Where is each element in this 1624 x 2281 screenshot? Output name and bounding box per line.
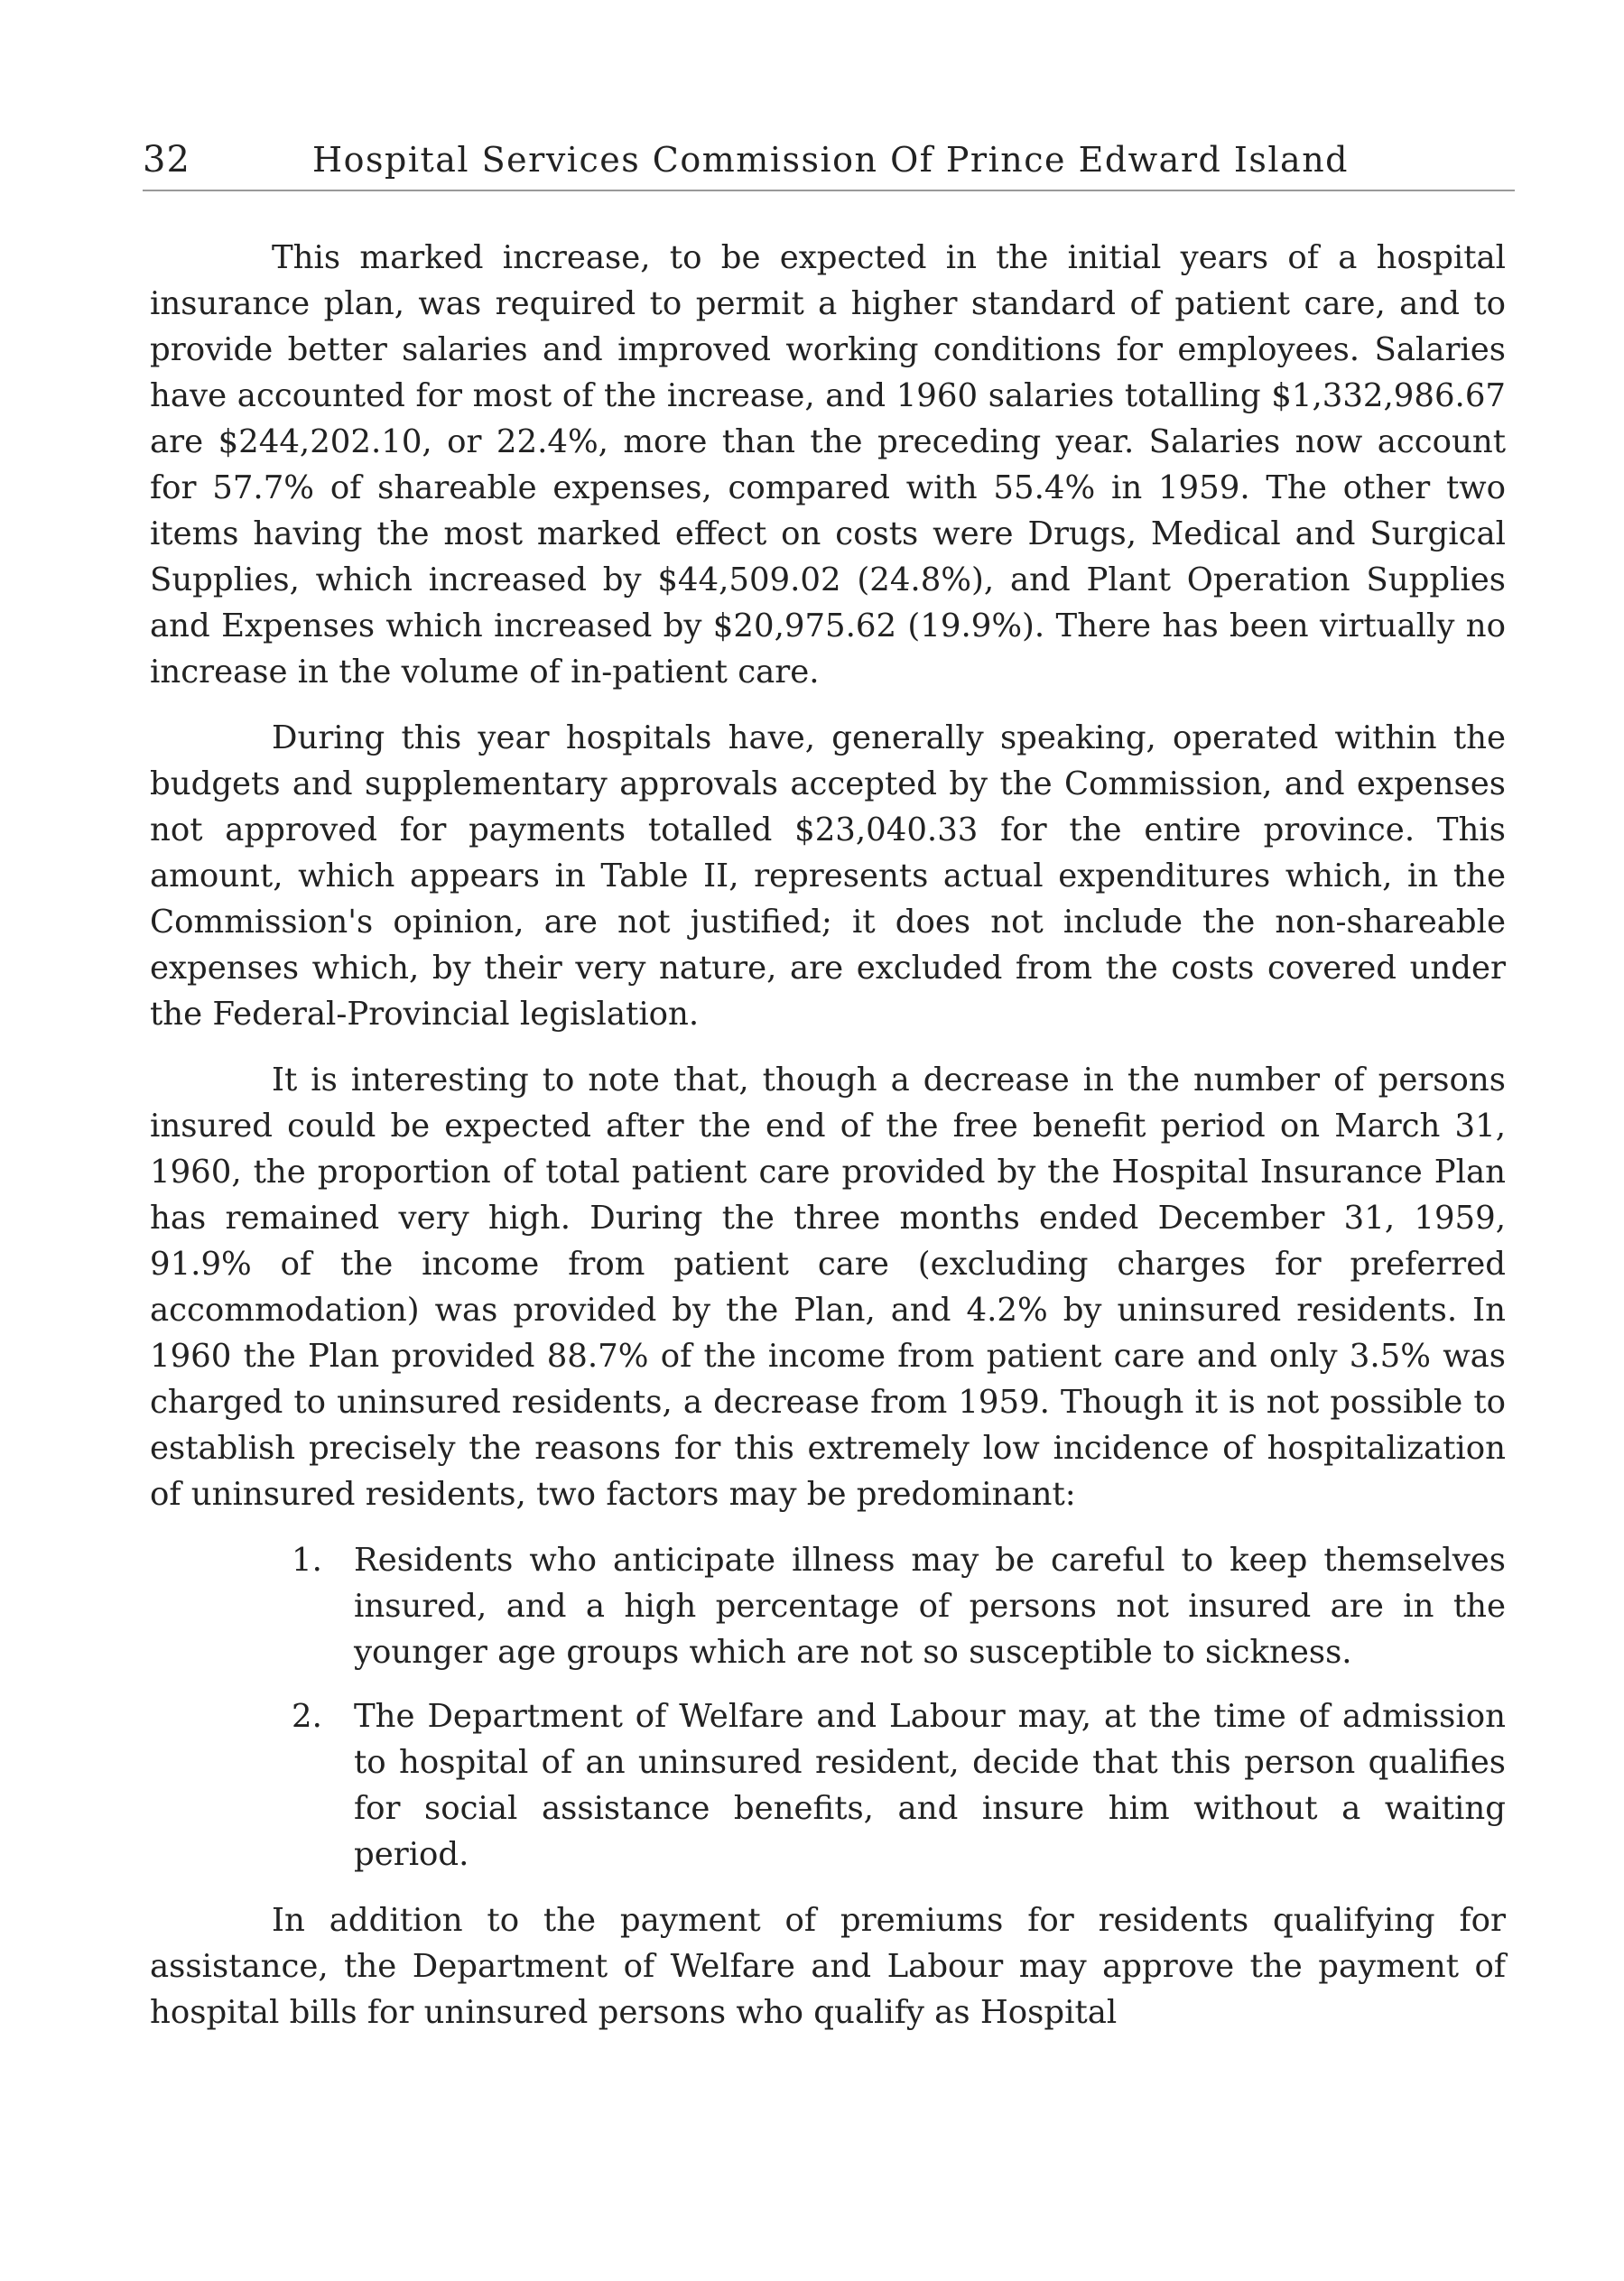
running-title: Hospital Services Commission Of Prince Edward Island xyxy=(312,140,1350,180)
list-item-text: Residents who anticipate illness may be careful to keep themselves insured, and a high percentage of persons not insured are in the younger age groups which are not so susceptible to sickness. xyxy=(354,1542,1506,1671)
list-item-number: 1. xyxy=(292,1542,322,1579)
list-item xyxy=(150,1537,1506,1675)
paragraph-cost-increase: This marked increase, to be expected in the initial years of a hospital insurance plan, was required to permit a higher standard of patient care, and to provide better salaries and improved working conditions for employees. Salaries have accounted for most of the increase, and 1960 salaries totalling $1,332,986.67 are $244,202.10, or 22.4%, more than the preceding year. Salaries now account for 57.7% of shareable expenses, compared with 55.4% in 1959. The other two items having the most marked effect on costs were Drugs, Medical and Surgical Supplies, which increased by $44,509.02 (24.8%), and Plant Operation Supplies and Expenses which increased by $20,975.62 (19.9%). There has been virtually no increase in the volume of in-patient care. xyxy=(150,239,1506,691)
list-item-number: 2. xyxy=(292,1698,322,1735)
list-item xyxy=(150,1693,1506,1878)
page-header xyxy=(143,137,1515,191)
list-item-text: The Department of Welfare and Labour may, at the time of admission to hospital of an uninsured resident, decide that this person qualifies for social assistance benefits, and insure him without a waiting period. xyxy=(354,1698,1506,1873)
header-rule xyxy=(143,190,1515,191)
factors-list xyxy=(150,1537,1506,1878)
paragraph-welfare-payment: In addition to the payment of premiums for residents qualifying for assistance, the Department of Welfare and Labour may approve the payment of hospital bills for uninsured persons who qualify as Hospital xyxy=(150,1902,1506,2031)
body-text xyxy=(150,235,1506,2055)
paragraph-patient-care: It is interesting to note that, though a decrease in the number of persons insured could be expected after the end of the free benefit period on March 31, 1960, the proportion of total patient care provided by the Hospital Insurance Plan has remained very high. During the three months ended December 31, 1959, 91.9% of the income from patient care (excluding charges for preferred accommodation) was provided by the Plan, and 4.2% by uninsured residents. In 1960 the Plan provided 88.7% of the income from patient care and only 3.5% was charged to uninsured residents, a decrease from 1959. Though it is not possible to establish precisely the reasons for this extremely low incidence of hospitalization of uninsured residents, two factors may be predominant: xyxy=(150,1062,1506,1513)
page-number: 32 xyxy=(143,139,190,181)
paragraph-budgets: During this year hospitals have, generally speaking, operated within the budgets and supplementary approvals accepted by the Commission, and expenses not approved for payments totalled $23,040.33 for the entire province. This amount, which appears in Table II, represents actual expenditures which, in the Commission's opinion, are not justified; it does not include the non-shareable expenses which, by their very nature, are excluded from the costs covered under the Federal-Provincial legislation. xyxy=(150,719,1506,1033)
